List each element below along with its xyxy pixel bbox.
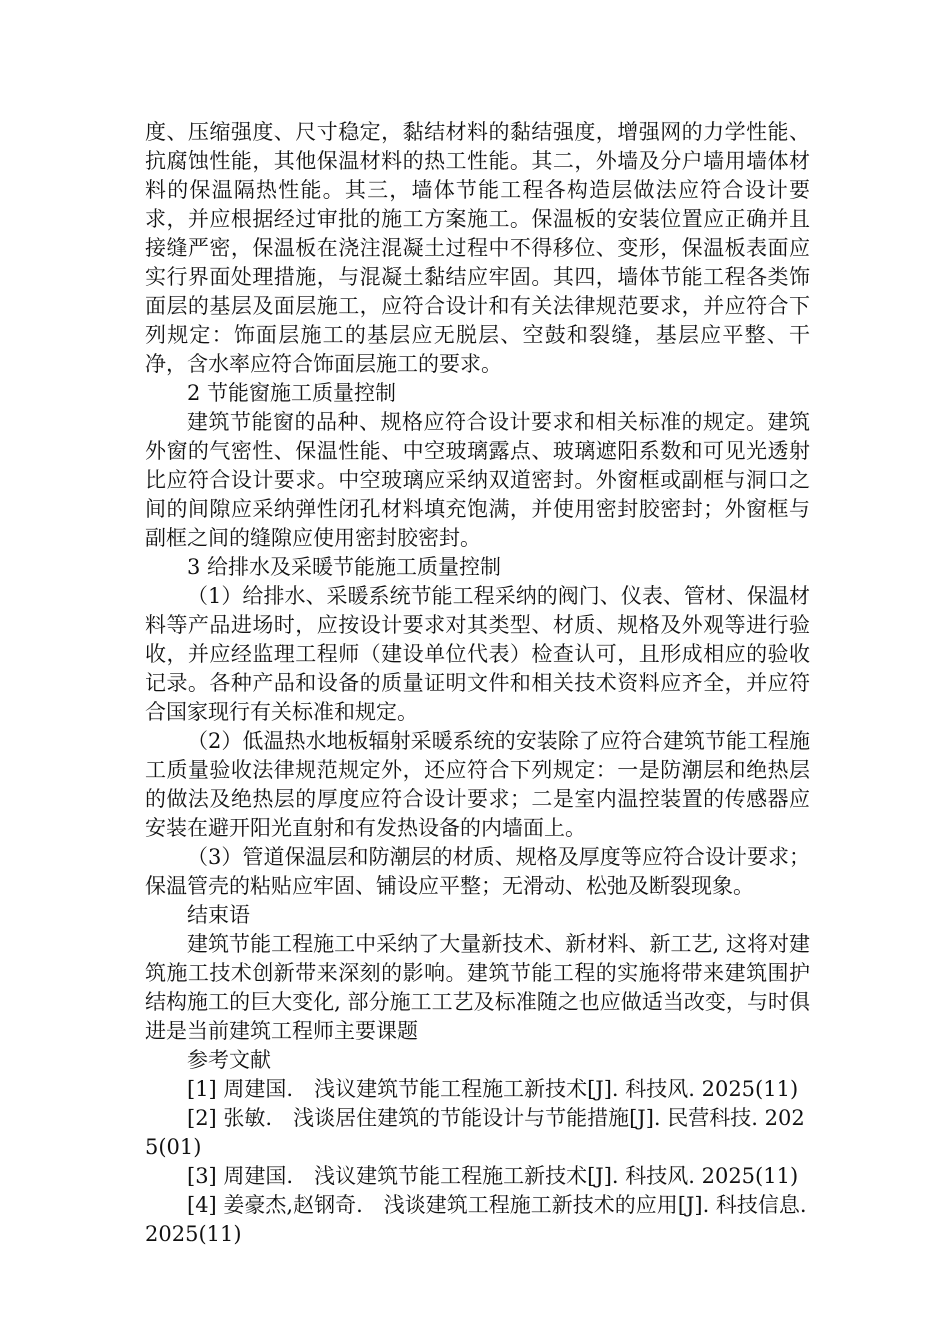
conclusion-heading: 结束语 [187, 903, 250, 927]
document-page [145, 118, 810, 1249]
section-heading-windows: 2 节能窗施工质量控制 [187, 381, 397, 405]
reference-item: [1] 周建国. 浅议建筑节能工程施工新技术[J]. 科技风. 2025(11) [187, 1077, 799, 1101]
list-item: （3）管道保温层和防潮层的材质、规格及厚度等应符合设计要求；保温管壳的粘贴应牢固、铺设应平整；无滑动、松弛及断裂现象。 [145, 845, 810, 898]
conclusion-paragraph: 建筑节能工程施工中采纳了大量新技术、新材料、新工艺, 这将对建筑施工技术创新带来深刻的影响。建筑节能工程的实施将带来建筑围护结构施工的巨大变化, 部分施工工艺及标准随之也应做适当改变，与时俱进是当前建筑工程师主要课题 [145, 932, 810, 1043]
list-item: （1）给排水、采暖系统节能工程采纳的阀门、仪表、管材、保温材料等产品进场时，应按设计要求对其类型、材质、规格及外观等进行验收，并应经监理工程师（建设单位代表）检查认可，且形成相应的验收记录。各种产品和设备的质量证明文件和相关技术资料应齐全，并应符合国家现行有关标准和规定。 [145, 584, 810, 724]
section-heading-plumbing-heating: 3 给排水及采暖节能施工质量控制 [187, 555, 502, 579]
body-paragraph: 度、压缩强度、尺寸稳定，黏结材料的黏结强度，增强网的力学性能、抗腐蚀性能，其他保温材料的热工性能。其二，外墙及分户墙用墙体材料的保温隔热性能。其三，墙体节能工程各构造层做法应符合设计要求，并应根据经过审批的施工方案施工。保温板的安装位置应正确并且接缝严密，保温板在浇注混凝土过程中不得移位、变形，保温板表面应实行界面处理措施，与混凝土黏结应牢固。其四，墙体节能工程各类饰面层的基层及面层施工，应符合设计和有关法律规范要求，并应符合下列规定：饰面层施工的基层应无脱层、空鼓和裂缝，基层应平整、干净，含水率应符合饰面层施工的要求。 [145, 120, 810, 376]
reference-item: [3] 周建国. 浅议建筑节能工程施工新技术[J]. 科技风. 2025(11) [187, 1164, 799, 1188]
body-paragraph: 建筑节能窗的品种、规格应符合设计要求和相关标准的规定。建筑外窗的气密性、保温性能、中空玻璃露点、玻璃遮阳系数和可见光透射比应符合设计要求。中空玻璃应采纳双道密封。外窗框或副框与洞口之间的间隙应采纳弹性闭孔材料填充饱满，并使用密封胶密封；外窗框与副框之间的缝隙应使用密封胶密封。 [145, 410, 810, 550]
references-heading: 参考文献 [187, 1048, 271, 1072]
reference-item: [2] 张敏. 浅谈居住建筑的节能设计与节能措施[J]. 民营科技. 2025(01) [145, 1106, 805, 1159]
list-item: （2）低温热水地板辐射采暖系统的安装除了应符合建筑节能工程施工质量验收法律规范规定外，还应符合下列规定：一是防潮层和绝热层的做法及绝热层的厚度应符合设计要求；二是室内温控装置的传感器应安装在避开阳光直射和有发热设备的内墙面上。 [145, 729, 810, 840]
reference-item: [4] 姜豪杰,赵钢奇. 浅谈建筑工程施工新技术的应用[J]. 科技信息. 2025(11) [145, 1193, 807, 1246]
